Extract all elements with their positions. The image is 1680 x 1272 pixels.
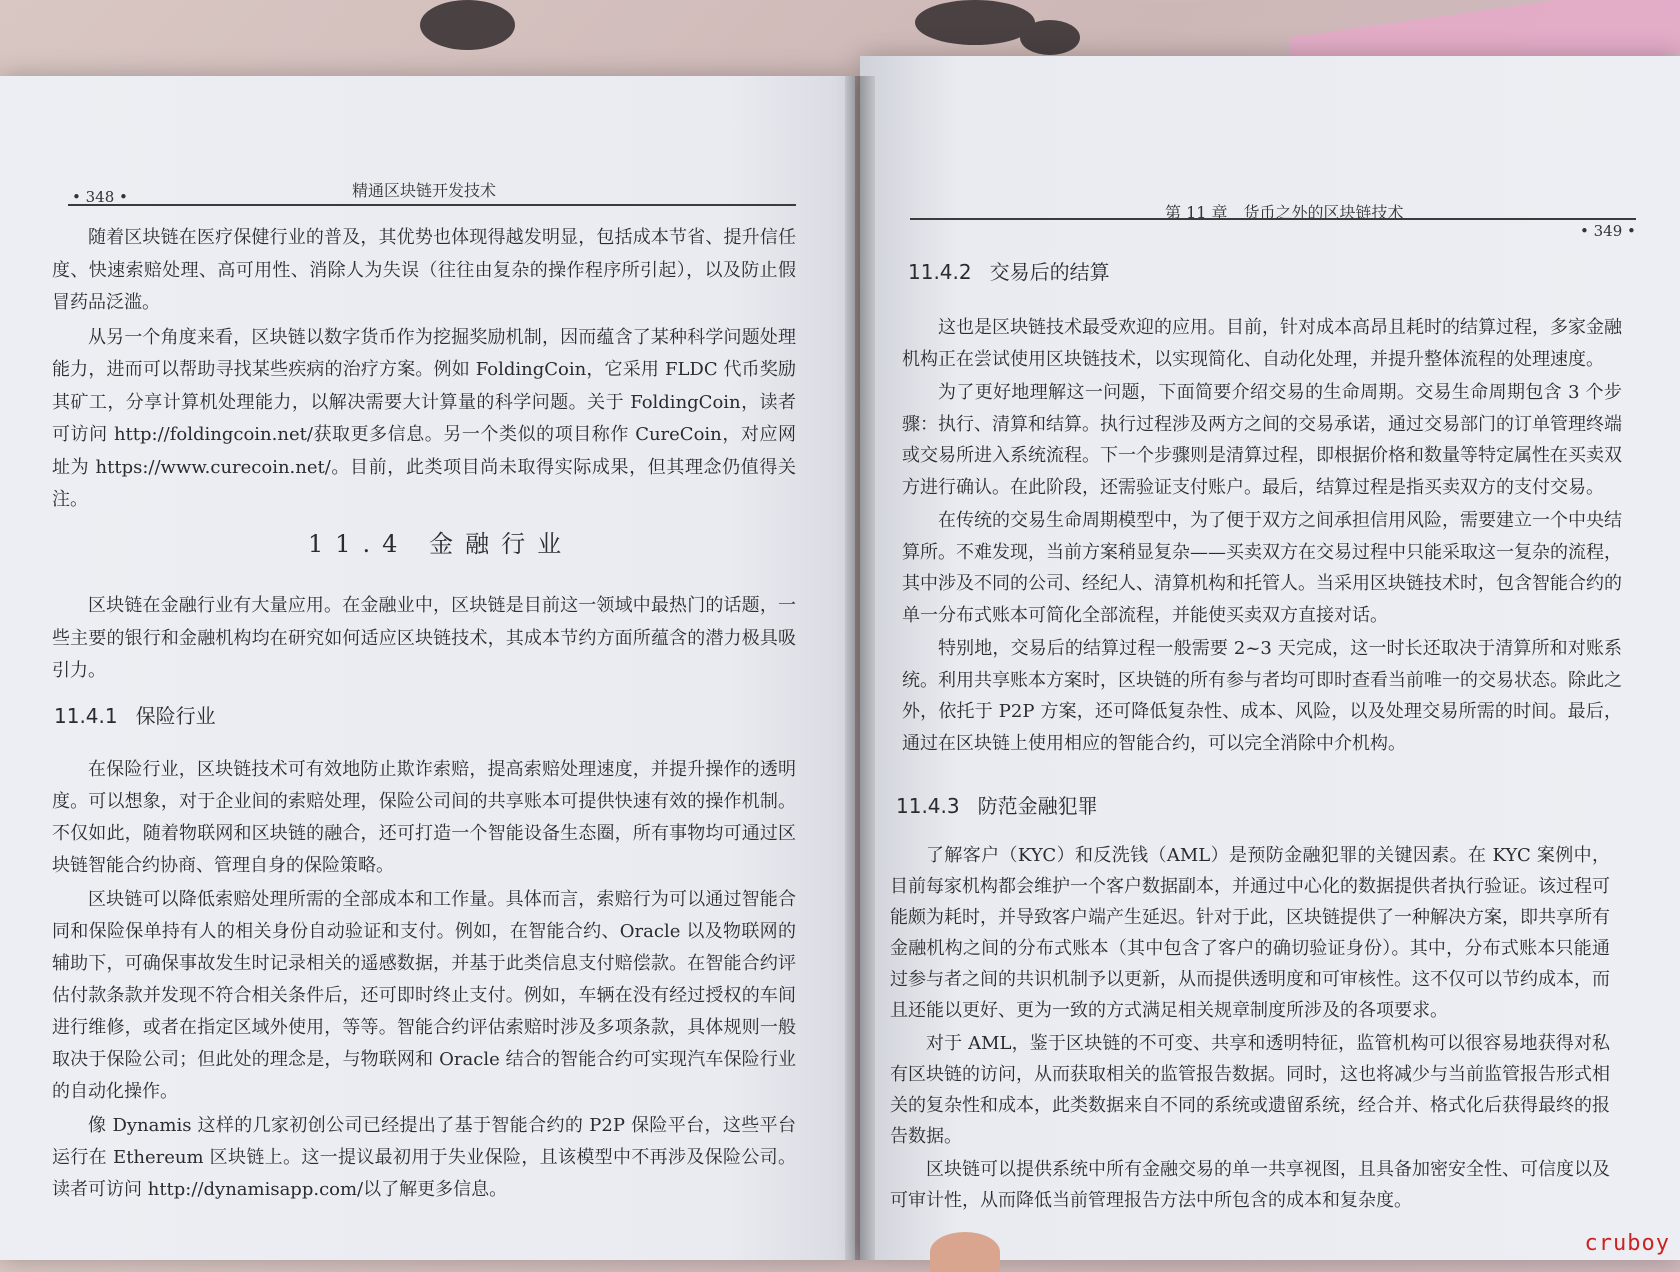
subsection-title: 防范金融犯罪: [977, 794, 1098, 818]
subsection-heading: [908, 256, 1110, 285]
subsection-number: 11.4.1: [54, 704, 118, 728]
left-page-number: • 348 •: [72, 188, 128, 206]
right-header-rule: [910, 218, 1636, 220]
paragraph: 了解客户（KYC）和反洗钱（AML）是预防金融犯罪的关键因素。在 KYC 案例中，目前每家机构都会维护一个客户数据副本，并通过中心化的数据提供者执行验证。该过程可能颇为耗时，并导致客户端产生延迟。针对于此，区块链提供了一种解决方案，即共享所有金融机构之间的分布式账本（其中包含了客户的确切验证身份）。其中，分布式账本只能通过参与者之间的共识机制予以更新，从而提供透明度和可审核性。这不仅可以节约成本，而且还能以更好、更为一致的方式满足相关规章制度所涉及的各项要求。: [890, 845, 1610, 1021]
subsection-title: 交易后的结算: [989, 260, 1110, 284]
paragraph: 像 Dynamis 这样的几家初创公司已经提出了基于智能合约的 P2P 保险平台，这些平台运行在 Ethereum 区块链上。这一提议最初用于失业保险，且该模型中不再涉及保险公司。读者可访问 http://dynamisapp.com/以了解更多信息。: [52, 1115, 796, 1200]
paragraph: 从另一个角度来看，区块链以数字货币作为挖掘奖励机制，因而蕴含了某种科学问题处理能力，进而可以帮助寻找某些疾病的治疗方案。例如 FoldingCoin，它采用 FLDC 代币奖励其矿工，分享计算机处理能力，以解决需要大计算量的科学问题。关于 FoldingCoin，读者可访问 http://foldingcoin.net/获取更多信息。另一个类似的项目称作 CureCoin，对应网址为 https://www.curecoin.net/。目前，此类项目尚未取得实际成果，但其理念仍值得关注。: [52, 326, 796, 510]
left-running-title: 精通区块链开发技术: [352, 181, 497, 200]
section-heading: 11.4 金融行业: [308, 530, 574, 558]
fabric-spot: [420, 0, 515, 50]
paragraph: 特别地，交易后的结算过程一般需要 2~3 天完成，这一时长还取决于清算所和对账系统。利用共享账本方案时，区块链的所有参与者均可即时查看当前唯一的交易状态。除此之外，依托于 P2P 方案，还可降低复杂性、成本、风险，以及处理交易所需的时间。最后，通过在区块链上使用相应的智能合约，可以完全消除中介机构。: [902, 638, 1622, 754]
subsection-number: 11.4.2: [908, 260, 972, 284]
paragraph: 在传统的交易生命周期模型中，为了便于双方之间承担信用风险，需要建立一个中央结算所。不难发现，当前方案稍显复杂——买卖双方在交易过程中只能采取这一复杂的流程，其中涉及不同的公司、经纪人、清算机构和托管人。当采用区块链技术时，包含智能合约的单一分布式账本可简化全部流程，并能使买卖双方直接对话。: [902, 510, 1622, 626]
subsection-number: 11.4.3: [896, 794, 960, 818]
paragraph: 这也是区块链技术最受欢迎的应用。目前，针对成本高昂且耗时的结算过程，多家金融机构正在尝试使用区块链技术，以实现简化、自动化处理，并提升整体流程的处理速度。: [902, 317, 1622, 370]
paragraph: 对于 AML，鉴于区块链的不可变、共享和透明特征，监管机构可以很容易地获得对私有区块链的访问，从而获取相关的监管报告数据。同时，这也将减少与当前监管报告形式相关的复杂性和成本，此类数据来自不同的系统或遗留系统，经合并、格式化后获得最终的报告数据。: [890, 1033, 1610, 1147]
fabric-spot: [915, 0, 1035, 45]
paragraph: 区块链在金融行业有大量应用。在金融业中，区块链是目前这一领域中最热门的话题，一些主要的银行和金融机构均在研究如何适应区块链技术，其成本节约方面所蕴含的潜力极具吸引力。: [52, 595, 796, 681]
watermark: cruboy: [1584, 1231, 1670, 1256]
right-running-title: 第 11 章 货币之外的区块链技术: [1165, 203, 1404, 222]
thumb: [930, 1232, 1000, 1272]
right-crime-text: [890, 840, 1610, 1218]
paragraph: 为了更好地理解这一问题，下面简要介绍交易的生命周期。交易生命周期包含 3 个步骤：执行、清算和结算。执行过程涉及两方之间的交易承诺，通过交易部门的订单管理终端或交易所进入系统流程。下一个步骤则是清算过程，即根据价格和数量等特定属性在买卖双方进行确认。在此阶段，还需验证支付账户。最后，结算过程是指买卖双方的支付交易。: [902, 382, 1622, 498]
subsection-heading: [896, 790, 1098, 819]
subsection-title: 保险行业: [135, 704, 216, 728]
book-spine: [845, 76, 875, 1260]
right-settlement-text: [902, 312, 1622, 761]
paragraph: 区块链可以降低索赔处理所需的全部成本和工作量。具体而言，索赔行为可以通过智能合同和保险保单持有人的相关身份自动验证和支付。例如，在智能合约、Oracle 以及物联网的辅助下，可确保事故发生时记录相关的遥感数据，并基于此类信息支付赔偿款。在智能合约评估付款条款并发现不符合相关条件后，还可即时终止支付。例如，车辆在没有经过授权的车间进行维修，或者在指定区域外使用，等等。智能合约评估索赔时涉及多项条款，具体规则一般取决于保险公司；但此处的理念是，与物联网和 Oracle 结合的智能合约可实现汽车保险行业的自动化操作。: [52, 889, 796, 1102]
paragraph: 在保险行业，区块链技术可有效地防止欺诈索赔，提高索赔处理速度，并提升操作的透明度。可以想象，对于企业间的索赔处理，保险公司间的共享账本可提供快速有效的操作机制。不仅如此，随着物联网和区块链的融合，还可打造一个智能设备生态圈，所有事物均可通过区块链智能合约协商、管理自身的保险策略。: [52, 759, 796, 876]
paragraph: 随着区块链在医疗保健行业的普及，其优势也体现得越发明显，包括成本节省、提升信任度、快速索赔处理、高可用性、消除人为失误（往往由复杂的操作程序所引起），以及防止假冒药品泛滥。: [52, 227, 796, 313]
right-page-number: • 349 •: [1580, 222, 1636, 240]
left-section-text: [52, 590, 796, 690]
left-intro-text: [52, 222, 796, 519]
paragraph: 区块链可以提供系统中所有金融交易的单一共享视图，且具备加密安全性、可信度以及可审计性，从而降低当前管理报告方法中所包含的成本和复杂度。: [890, 1159, 1610, 1211]
left-header-rule: [68, 204, 796, 206]
left-subsection-text: [52, 754, 796, 1208]
fabric-spot: [1020, 20, 1080, 55]
subsection-heading: [54, 700, 216, 729]
